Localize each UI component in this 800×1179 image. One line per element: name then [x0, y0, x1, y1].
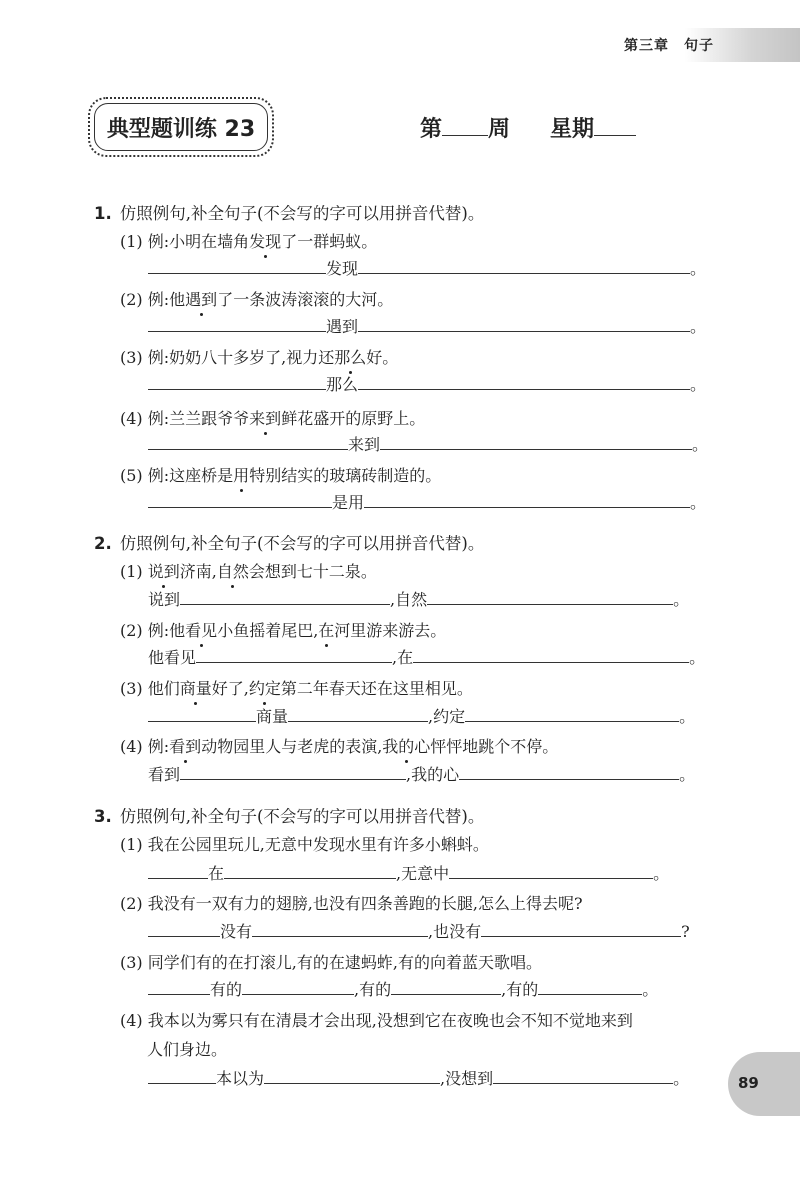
answer-blank[interactable]: [224, 861, 396, 879]
q2-item-2-answer: 他看见 ,在 。: [148, 645, 705, 668]
answer-blank[interactable]: [180, 587, 390, 605]
answer-blank[interactable]: [538, 977, 642, 995]
q3-item-4-example-cont: 人们身边。: [147, 1040, 228, 1059]
q1-item-4-example: (4) 例:兰兰跟爷爷来到鲜花盛开的原野上。: [120, 406, 425, 429]
q1-item-1-answer: 发现 。: [148, 256, 706, 279]
q3-item-2-answer: 没有 ,也没有 ?: [148, 919, 690, 942]
q2-item-4-example: (4) 例:看到动物园里人与老虎的表演,我的心怦怦地跳个不停。: [120, 734, 558, 757]
q3-item-4-example: (4) 我本以为雾只有在清晨才会出现,没想到它在夜晚也会不知不觉地来到: [120, 1011, 633, 1030]
q1-item-5-answer: 是用 。: [148, 490, 706, 513]
answer-blank[interactable]: [242, 977, 354, 995]
q1-item-3-answer: 那么 。: [148, 372, 706, 395]
question-2-instruction: 2. 仿照例句,补全句子(不会写的字可以用拼音代替)。: [94, 534, 485, 553]
q3-item-3-answer: 有的 ,有的 ,有的 。: [148, 977, 658, 1000]
answer-blank[interactable]: [148, 1066, 216, 1084]
answer-blank[interactable]: [481, 919, 681, 937]
q1-item-3-example: (3) 例:奶奶八十多岁了,视力还那么好。: [120, 345, 398, 368]
answer-blank[interactable]: [465, 704, 679, 722]
answer-blank[interactable]: [358, 314, 690, 332]
answer-blank[interactable]: [413, 645, 689, 663]
question-3-instruction: 3. 仿照例句,补全句子(不会写的字可以用拼音代替)。: [94, 807, 485, 826]
answer-blank[interactable]: [196, 645, 392, 663]
answer-blank[interactable]: [148, 919, 220, 937]
answer-blank[interactable]: [288, 704, 428, 722]
answer-blank[interactable]: [358, 372, 690, 390]
answer-blank[interactable]: [148, 861, 208, 879]
q2-item-1-example: (1) 说到济南,自然会想到七十二泉。: [120, 559, 377, 582]
q3-item-4-answer: 本以为 ,没想到 。: [148, 1066, 689, 1089]
q3-item-1-example: (1) 我在公园里玩儿,无意中发现水里有许多小蝌蚪。: [120, 835, 489, 854]
answer-blank[interactable]: [148, 314, 326, 332]
chapter-header: 第三章 句子: [624, 38, 714, 54]
page-title: 典型题训练 23: [106, 116, 256, 142]
q3-item-1-answer: 在 ,无意中 。: [148, 861, 669, 884]
answer-blank[interactable]: [148, 372, 326, 390]
week-blank[interactable]: [442, 113, 488, 136]
answer-blank[interactable]: [358, 256, 690, 274]
answer-blank[interactable]: [449, 861, 653, 879]
answer-blank[interactable]: [148, 704, 256, 722]
q3-item-3-example: (3) 同学们有的在打滚儿,有的在逮蚂蚱,有的向着蓝天歌唱。: [120, 953, 542, 972]
q2-item-1-answer: 说到 ,自然 。: [148, 587, 689, 610]
question-1-instruction: 1. 仿照例句,补全句子(不会写的字可以用拼音代替)。: [94, 204, 485, 223]
q2-item-3-answer: 商量 ,约定 。: [148, 704, 695, 727]
answer-blank[interactable]: [459, 762, 679, 780]
q2-item-4-answer: 看到 ,我的心 。: [148, 762, 695, 785]
answer-blank[interactable]: [148, 977, 210, 995]
q2-item-2-example: (2) 例:他看见小鱼摇着尾巴,在河里游来游去。: [120, 618, 446, 641]
answer-blank[interactable]: [364, 490, 690, 508]
answer-blank[interactable]: [252, 919, 428, 937]
q2-item-3-example: (3) 他们商量好了,约定第二年春天还在这里相见。: [120, 676, 473, 699]
title-box: [88, 97, 274, 157]
answer-blank[interactable]: [264, 1066, 440, 1084]
q1-item-5-example: (5) 例:这座桥是用特别结实的玻璃砖制造的。: [120, 463, 441, 486]
answer-blank[interactable]: [148, 256, 326, 274]
q1-item-2-answer: 遇到 。: [148, 314, 706, 337]
week-field: 第 周 星期: [420, 112, 636, 143]
answer-blank[interactable]: [427, 587, 673, 605]
answer-blank[interactable]: [180, 762, 406, 780]
q3-item-2-example: (2) 我没有一双有力的翅膀,也没有四条善跑的长腿,怎么上得去呢?: [120, 894, 583, 913]
answer-blank[interactable]: [391, 977, 501, 995]
q1-item-2-example: (2) 例:他遇到了一条波涛滚滚的大河。: [120, 287, 393, 310]
weekday-blank[interactable]: [594, 113, 636, 136]
answer-blank[interactable]: [493, 1066, 673, 1084]
answer-blank[interactable]: [148, 490, 332, 508]
answer-blank[interactable]: [148, 432, 348, 450]
answer-blank[interactable]: [380, 432, 692, 450]
q1-item-1-example: (1) 例:小明在墙角发现了一群蚂蚁。: [120, 229, 377, 252]
page-number: 89: [738, 1074, 759, 1092]
q1-item-4-answer: 来到 。: [148, 432, 708, 455]
